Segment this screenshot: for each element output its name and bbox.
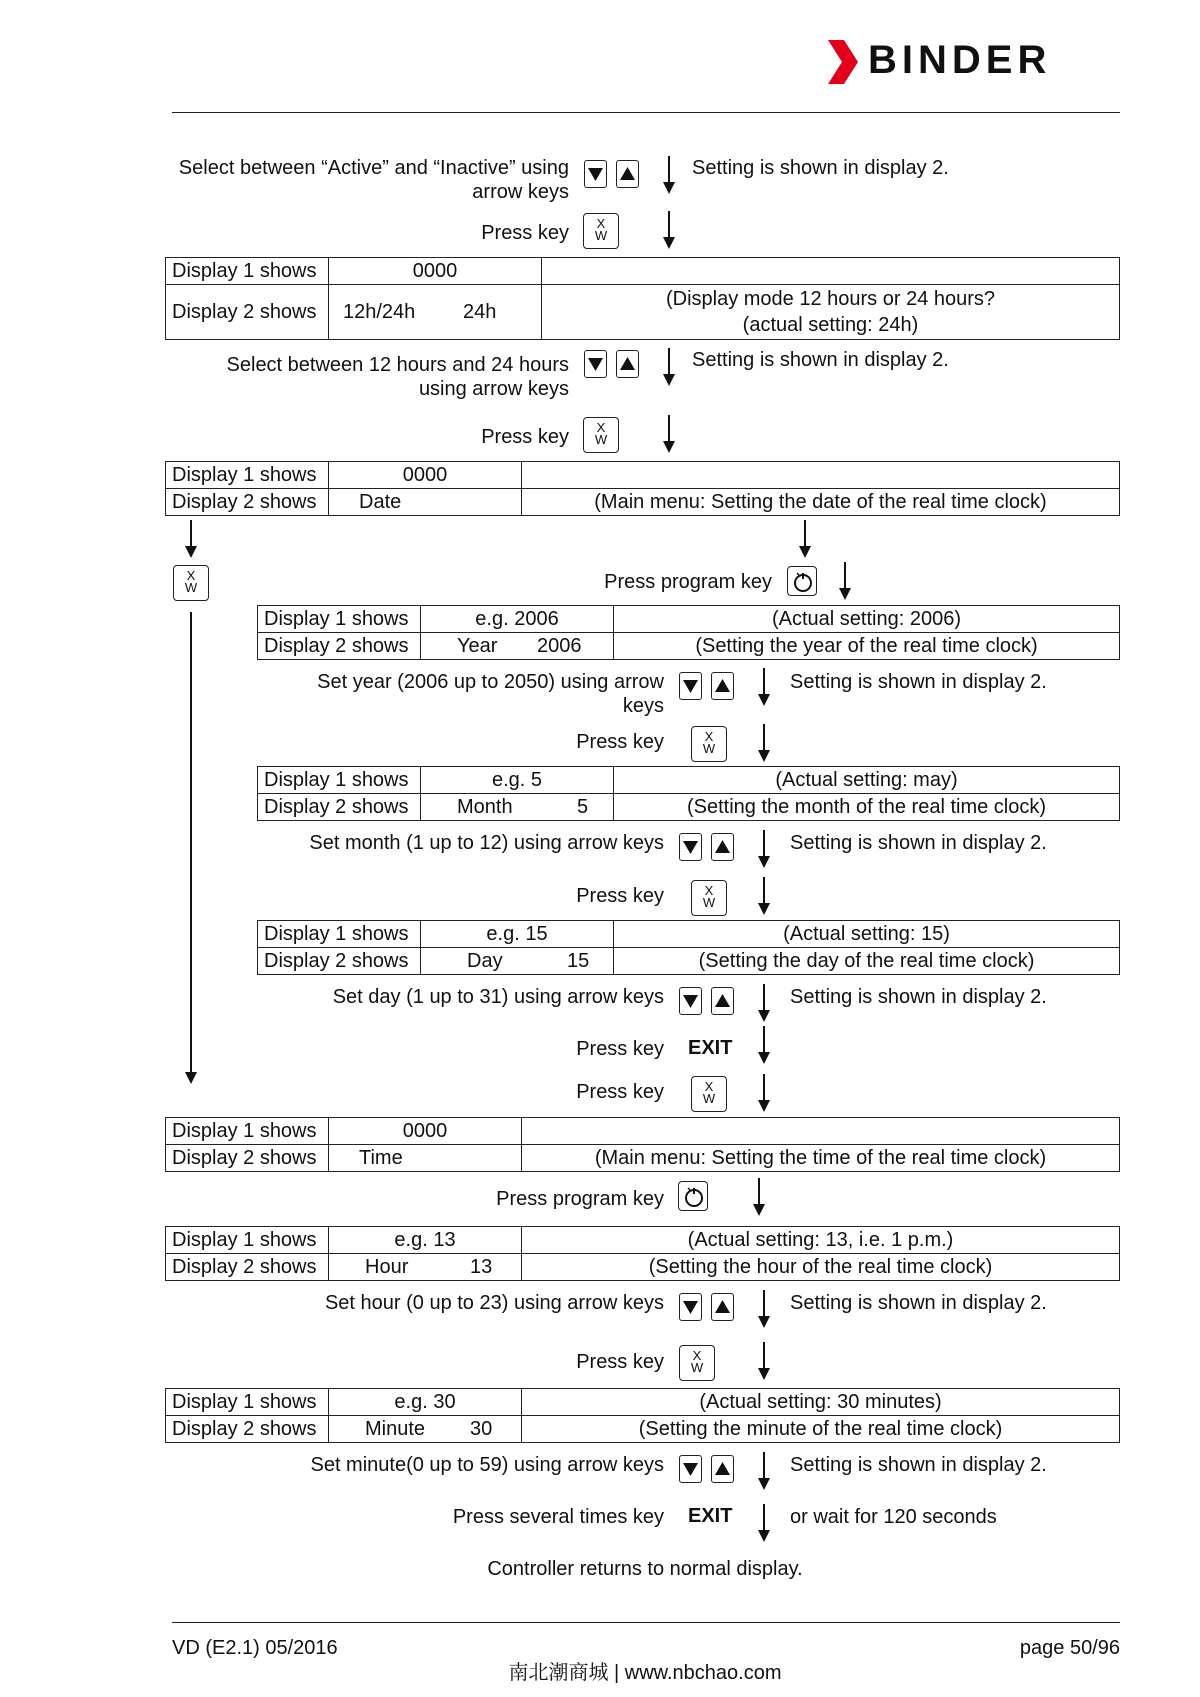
exit-key[interactable]: EXIT — [688, 1505, 733, 1527]
press-program-key-label: Press program key — [496, 1188, 664, 1210]
triangle-down-icon — [683, 678, 698, 693]
flow-arrow-icon — [757, 830, 771, 868]
d1-value: 0000 — [329, 1118, 522, 1145]
triangle-up-icon — [715, 1461, 730, 1476]
note-display2: Setting is shown in display 2. — [790, 1454, 1047, 1476]
instruction-month: Set month (1 up to 12) using arrow keys — [309, 832, 664, 854]
triangle-down-icon — [683, 1299, 698, 1314]
d2-desc: (Setting the minute of the real time clock) — [522, 1416, 1120, 1443]
arrow-up-key[interactable] — [616, 350, 639, 378]
note-display2: Setting is shown in display 2. — [790, 1292, 1047, 1314]
d2-value: Day 15 — [421, 948, 614, 975]
flow-arrow-icon — [757, 877, 771, 915]
d1-label: Display 1 shows — [166, 1118, 329, 1145]
d1-value: e.g. 5 — [421, 767, 614, 794]
d2-value: Minute 30 — [329, 1416, 522, 1443]
press-key-label: Press key — [481, 426, 569, 448]
triangle-down-icon — [683, 839, 698, 854]
instruction-day: Set day (1 up to 31) using arrow keys — [332, 986, 664, 1008]
exit-key[interactable]: EXIT — [688, 1037, 733, 1059]
arrow-down-key[interactable] — [679, 1455, 702, 1483]
d1-value: e.g. 13 — [329, 1227, 522, 1254]
flow-arrow-icon — [757, 1074, 771, 1112]
flow-arrow-icon — [757, 984, 771, 1022]
flow-arrow-icon — [757, 668, 771, 706]
d2-desc: (Main menu: Setting the date of the real time clock) — [522, 489, 1120, 516]
xw-key[interactable]: X W — [679, 1345, 715, 1381]
note-display2: Setting is shown in display 2. — [790, 986, 1047, 1008]
press-key-label: Press key — [576, 1038, 664, 1060]
arrow-up-key[interactable] — [711, 987, 734, 1015]
display-table-mode — [165, 257, 1120, 340]
flow-arrow-icon — [752, 1178, 766, 1216]
wait-note: or wait for 120 seconds — [790, 1506, 997, 1528]
d1-desc — [542, 258, 1120, 285]
flow-arrow-icon — [757, 1342, 771, 1380]
xw-key[interactable]: X W — [691, 880, 727, 916]
d1-desc: (Actual setting: may) — [614, 767, 1120, 794]
d2-value: Date — [329, 489, 522, 516]
d1-value: e.g. 30 — [329, 1389, 522, 1416]
triangle-up-icon — [715, 678, 730, 693]
flow-arrow-icon — [838, 562, 852, 600]
arrow-up-key[interactable] — [711, 1293, 734, 1321]
brand-arrow-icon — [828, 40, 858, 84]
d2-label: Display 2 shows — [166, 285, 329, 340]
d2-desc: (Setting the day of the real time clock) — [614, 948, 1120, 975]
triangle-up-icon — [715, 993, 730, 1008]
header-rule — [172, 112, 1120, 113]
display-table-hour — [165, 1226, 1120, 1281]
display-table-year — [257, 605, 1120, 660]
arrow-down-key[interactable] — [584, 160, 607, 188]
program-key[interactable] — [787, 566, 817, 596]
flow-arrow-icon — [757, 1026, 771, 1064]
arrow-up-key[interactable] — [711, 672, 734, 700]
press-key-label: Press key — [576, 1351, 664, 1373]
d1-desc: (Actual setting: 15) — [614, 921, 1120, 948]
instruction-year: Set year (2006 up to 2050) using arrow keys — [317, 671, 664, 717]
flow-arrow-icon — [757, 1290, 771, 1328]
note-display2: Setting is shown in display 2. — [692, 157, 949, 179]
flow-arrow-icon — [184, 520, 198, 558]
flow-arrow-icon — [662, 348, 676, 386]
d1-label: Display 1 shows — [166, 1227, 329, 1254]
press-key-label: Press key — [576, 731, 664, 753]
d1-value: e.g. 2006 — [421, 606, 614, 633]
d2-desc: (Setting the year of the real time clock) — [614, 633, 1120, 660]
d1-label: Display 1 shows — [258, 606, 421, 633]
triangle-down-icon — [588, 166, 603, 181]
display-table-month — [257, 766, 1120, 821]
d1-value: 0000 — [329, 462, 522, 489]
flow-arrow-icon — [798, 520, 812, 558]
press-key-label: Press key — [576, 1081, 664, 1103]
arrow-down-key[interactable] — [679, 987, 702, 1015]
triangle-down-icon — [683, 993, 698, 1008]
d1-label: Display 1 shows — [258, 767, 421, 794]
triangle-down-icon — [683, 1461, 698, 1476]
d1-desc: (Actual setting: 13, i.e. 1 p.m.) — [522, 1227, 1120, 1254]
d1-label: Display 1 shows — [166, 462, 329, 489]
arrow-down-key[interactable] — [679, 833, 702, 861]
instruction-hour: Set hour (0 up to 23) using arrow keys — [324, 1292, 664, 1314]
brand-name: BINDER — [868, 38, 1052, 82]
instruction-12h: Select between 12 hours and 24 hours using arrow keys — [226, 354, 569, 400]
display-table-time-menu — [165, 1117, 1120, 1172]
arrow-down-key[interactable] — [679, 1293, 702, 1321]
display-table-day — [257, 920, 1120, 975]
d2-desc: (Main menu: Setting the time of the real time clock) — [522, 1145, 1120, 1172]
arrow-up-key[interactable] — [711, 833, 734, 861]
arrow-up-key[interactable] — [711, 1455, 734, 1483]
d2-desc: (Setting the month of the real time clock) — [614, 794, 1120, 821]
d2-label: Display 2 shows — [258, 633, 421, 660]
brand-logo — [828, 38, 1128, 88]
flow-line-long — [184, 612, 198, 1086]
d2-label: Display 2 shows — [258, 948, 421, 975]
d2-value: Year 2006 — [421, 633, 614, 660]
d1-desc: (Actual setting: 30 minutes) — [522, 1389, 1120, 1416]
d2-value: 12h/24h 24h — [329, 285, 542, 340]
xw-key[interactable]: X W — [583, 213, 619, 249]
d1-label: Display 1 shows — [258, 921, 421, 948]
triangle-down-icon — [588, 356, 603, 371]
press-several-label: Press several times key — [452, 1506, 664, 1528]
d2-desc: (Display mode 12 hours or 24 hours? (actual setting: 24h) — [542, 285, 1120, 340]
xw-key[interactable]: X W — [583, 417, 619, 453]
triangle-up-icon — [715, 1299, 730, 1314]
d1-desc: (Actual setting: 2006) — [614, 606, 1120, 633]
d1-value: 0000 — [329, 258, 542, 285]
returns-note: Controller returns to normal display. — [487, 1558, 803, 1580]
triangle-up-icon — [620, 356, 635, 371]
press-key-label: Press key — [481, 222, 569, 244]
d2-value: Time — [329, 1145, 522, 1172]
d1-desc — [522, 1118, 1120, 1145]
note-display2: Setting is shown in display 2. — [790, 671, 1047, 693]
note-display2: Setting is shown in display 2. — [790, 832, 1047, 854]
xw-key[interactable]: X W — [173, 565, 209, 601]
display-table-date-menu — [165, 461, 1120, 516]
program-key[interactable] — [678, 1181, 708, 1211]
xw-key[interactable]: X W — [691, 1076, 727, 1112]
press-key-label: Press key — [576, 885, 664, 907]
d2-value: Hour 13 — [329, 1254, 522, 1281]
flow-arrow-icon — [662, 211, 676, 249]
flow-arrow-icon — [757, 1504, 771, 1542]
d2-label: Display 2 shows — [258, 794, 421, 821]
d2-label: Display 2 shows — [166, 1416, 329, 1443]
instruction-active: Select between “Active” and “Inactive” using arrow keys — [178, 157, 569, 203]
d2-label: Display 2 shows — [166, 489, 329, 516]
d2-value: Month 5 — [421, 794, 614, 821]
arrow-down-key[interactable] — [584, 350, 607, 378]
display-table-minute — [165, 1388, 1120, 1443]
d2-label: Display 2 shows — [166, 1254, 329, 1281]
flow-arrow-icon — [662, 156, 676, 194]
d1-value: e.g. 15 — [421, 921, 614, 948]
d1-label: Display 1 shows — [166, 258, 329, 285]
d2-label: Display 2 shows — [166, 1145, 329, 1172]
flow-arrow-icon — [662, 415, 676, 453]
instruction-minute: Set minute(0 up to 59) using arrow keys — [310, 1454, 664, 1476]
flow-arrow-icon — [757, 1452, 771, 1490]
footer-page: page 50/96 — [1019, 1637, 1120, 1659]
d1-label: Display 1 shows — [166, 1389, 329, 1416]
d1-desc — [522, 462, 1120, 489]
xw-key[interactable]: X W — [691, 726, 727, 762]
arrow-down-key[interactable] — [679, 672, 702, 700]
flow-arrow-icon — [757, 724, 771, 762]
footer-watermark: 南北潮商城 | www.nbchao.com — [508, 1662, 782, 1684]
triangle-up-icon — [715, 839, 730, 854]
program-clock-icon — [788, 567, 818, 597]
d2-desc: (Setting the hour of the real time clock) — [522, 1254, 1120, 1281]
program-clock-icon — [679, 1182, 709, 1212]
footer-version: VD (E2.1) 05/2016 — [172, 1637, 338, 1659]
note-display2: Setting is shown in display 2. — [692, 349, 949, 371]
arrow-up-key[interactable] — [616, 160, 639, 188]
footer-rule — [172, 1622, 1120, 1623]
press-program-key-label: Press program key — [604, 571, 772, 593]
triangle-up-icon — [620, 166, 635, 181]
